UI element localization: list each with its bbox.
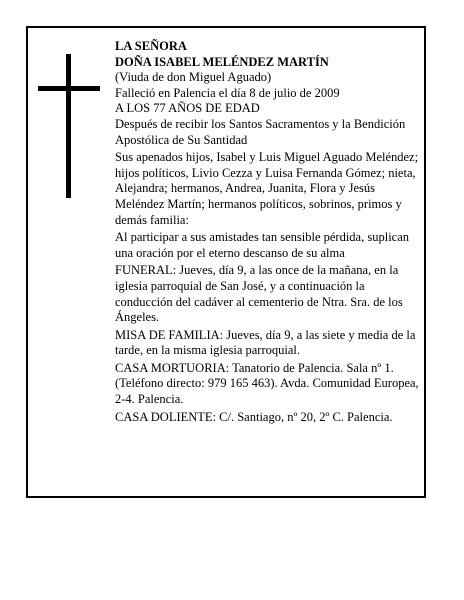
cross-horizontal-bar — [38, 86, 100, 91]
age-at-death: A LOS 77 AÑOS DE EDAD — [115, 101, 260, 116]
family-mass-paragraph: MISA DE FAMILIA: Jueves, día 9, a las siete y media de la tarde, en la misma iglesia parroquial. — [115, 327, 416, 358]
death-date: Falleció en Palencia el día 8 de julio de 2009 — [115, 85, 340, 100]
family-paragraph: Sus apenados hijos, Isabel y Luis Miguel Aguado Meléndez; hijos políticos, Livio Cezza y Luisa Fernanda Gómez; nieta, Alejandra; hermanos, Andrea, Juanita, Flora y Jesús Meléndez Martín; hermanos políticos, sobrinos, primos y demás familia: — [115, 150, 419, 227]
widow-of: (Viuda de don Miguel Aguado) — [115, 70, 272, 85]
heading-title: LA SEÑORA — [115, 39, 187, 53]
sacraments-paragraph: Después de recibir los Santos Sacramentos y la Bendición Apostólica de Su Santidad — [115, 116, 406, 147]
deceased-name: DOÑA ISABEL MELÉNDEZ MARTÍN — [115, 54, 329, 69]
funeral-home-paragraph: CASA MORTUORIA: Tanatorio de Palencia. Sala nº 1. (Teléfono directo: 979 165 463). Avda. Comunidad Europea, 2-4. Palencia. — [115, 360, 419, 407]
cross-icon — [38, 54, 100, 198]
cross-vertical-bar — [66, 54, 71, 198]
funeral-paragraph: FUNERAL: Jueves, día 9, a las once de la mañana, en la iglesia parroquial de San José, y a continuación la conducción del cadáver al cementerio de Ntra. Sra. de los Ángeles. — [115, 263, 403, 325]
request-paragraph: Al participar a sus amistades tan sensible pérdida, suplican una oración por el eterno descanso de su alma — [115, 230, 410, 260]
mourning-house-paragraph: CASA DOLIENTE: C/. Santiago, nº 20, 2º C. Palencia. — [115, 409, 393, 424]
obituary-text — [115, 39, 419, 427]
